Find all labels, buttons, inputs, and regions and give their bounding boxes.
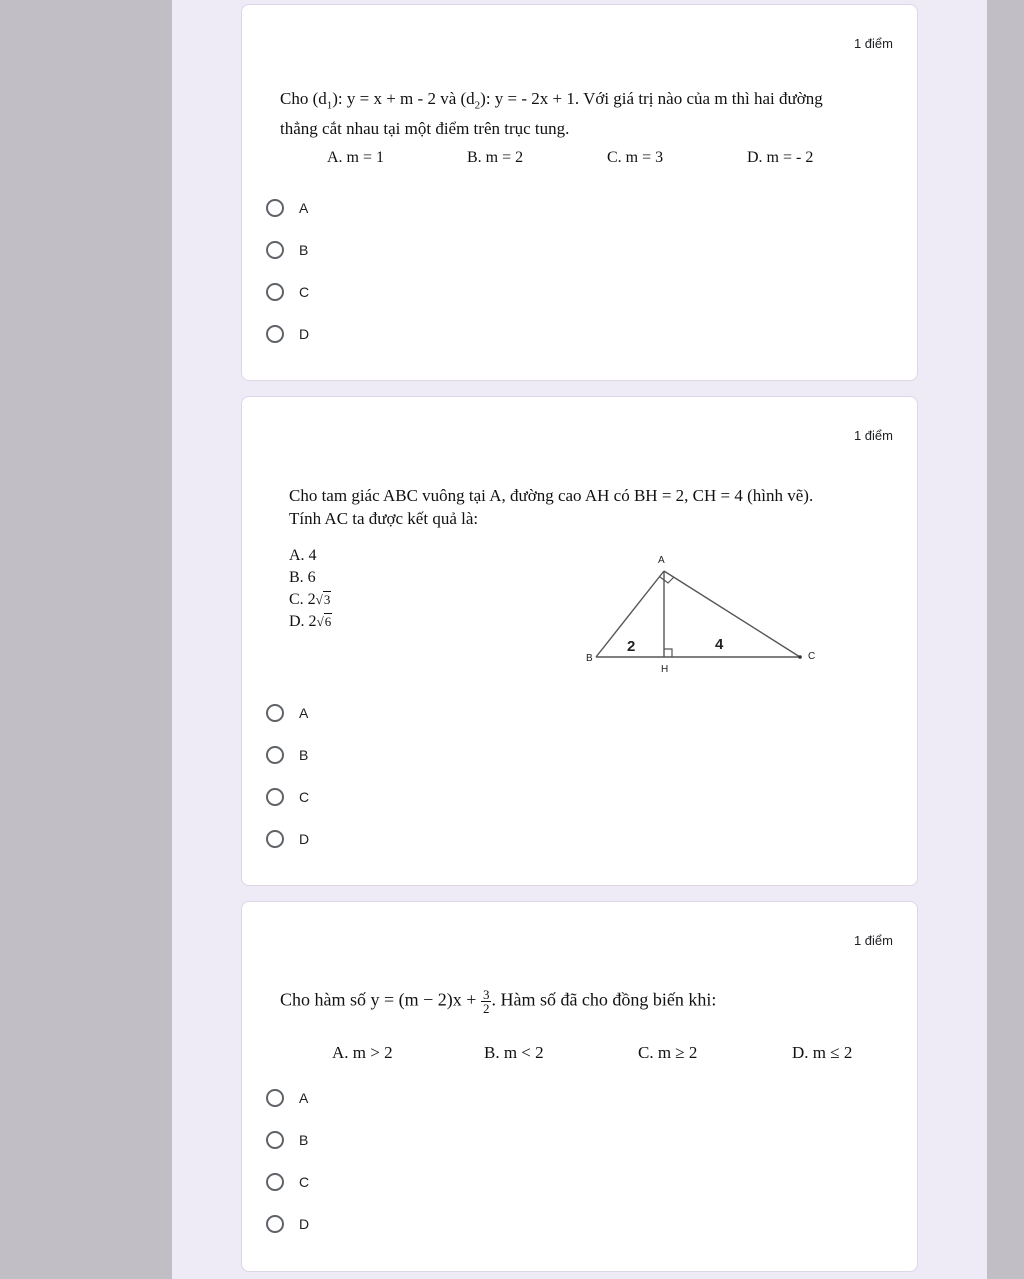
radio-button[interactable] [266, 325, 284, 343]
radio-button[interactable] [266, 1131, 284, 1149]
choice-c-text: C. m ≥ 2 [638, 1043, 698, 1062]
label-h: H [661, 664, 669, 675]
choice-b-text: B. 6 [289, 569, 316, 586]
radio-button[interactable] [266, 199, 284, 217]
choice-b-text: B. m = 2 [467, 149, 524, 166]
option-c[interactable]: C [266, 283, 309, 301]
option-c[interactable]: C [266, 788, 309, 806]
label-ch-length: 4 [715, 636, 724, 653]
choice-d-text: D. m ≤ 2 [792, 1043, 853, 1062]
right-angle-h-mark [664, 649, 672, 657]
option-d[interactable]: D [266, 830, 309, 848]
radio-button[interactable] [266, 1215, 284, 1233]
option-b[interactable]: B [266, 1131, 308, 1149]
choice-b-text: B. m < 2 [484, 1043, 544, 1062]
choice-a-text: A. m = 1 [327, 149, 385, 166]
option-c[interactable]: C [266, 1173, 309, 1191]
right-angle-a-mark [660, 577, 674, 583]
points-label: 1 điểm [853, 36, 893, 51]
radio-button[interactable] [266, 830, 284, 848]
label-a: A [658, 555, 665, 566]
choices-list [289, 545, 332, 633]
option-b[interactable]: B [266, 241, 308, 259]
fraction: $\frac{3}{2}$ [482, 987, 490, 1016]
label-bh-length: 2 [627, 638, 636, 655]
radio-button[interactable] [266, 746, 284, 764]
choice-d-text: D. 2√6 [289, 613, 332, 630]
choice-c-text: C. 2√3 [289, 591, 331, 608]
option-a[interactable]: A [266, 1089, 308, 1107]
question-card-2 [241, 396, 918, 886]
question-card-3 [241, 901, 918, 1272]
choice-c-text: C. m = 3 [607, 149, 664, 166]
question-card-1 [241, 4, 918, 381]
question-text: Cho hàm số y = (m − 2)x + $\frac{3}{2}$ . Hàm số đã cho đồng biến khi: [280, 987, 717, 1016]
question-text: Cho tam giác ABC vuông tại A, đường cao AH có BH = 2, CH = 4 (hình vẽ). Tính AC ta được kết quả là: [289, 486, 814, 528]
radio-button[interactable] [266, 704, 284, 722]
point-c-dot [798, 655, 802, 659]
option-a[interactable]: A [266, 704, 308, 722]
radio-button[interactable] [266, 1173, 284, 1191]
radio-button[interactable] [266, 241, 284, 259]
label-b: B [586, 653, 593, 664]
option-d[interactable]: D [266, 325, 309, 343]
label-c: C [808, 651, 816, 662]
side-ac [664, 571, 800, 657]
choice-a-text: A. 4 [289, 547, 317, 564]
choice-d-text: D. m = - 2 [747, 149, 814, 166]
question-text: Cho $(d_1)$: y = x + m - 2 và $(d_2)$: y = - 2x + 1. Với giá trị nào của m thì hai đường thẳng cắt nhau tại một điểm trên trục tung. [280, 89, 823, 139]
radio-button[interactable] [266, 283, 284, 301]
option-d[interactable]: D [266, 1215, 309, 1233]
triangle-figure [582, 549, 822, 679]
choice-a-text: A. m > 2 [332, 1043, 393, 1062]
radio-button[interactable] [266, 788, 284, 806]
points-label: 1 điểm [853, 933, 893, 948]
option-b[interactable]: B [266, 746, 308, 764]
option-a[interactable]: A [266, 199, 308, 217]
radio-button[interactable] [266, 1089, 284, 1107]
points-label: 1 điểm [853, 428, 893, 443]
